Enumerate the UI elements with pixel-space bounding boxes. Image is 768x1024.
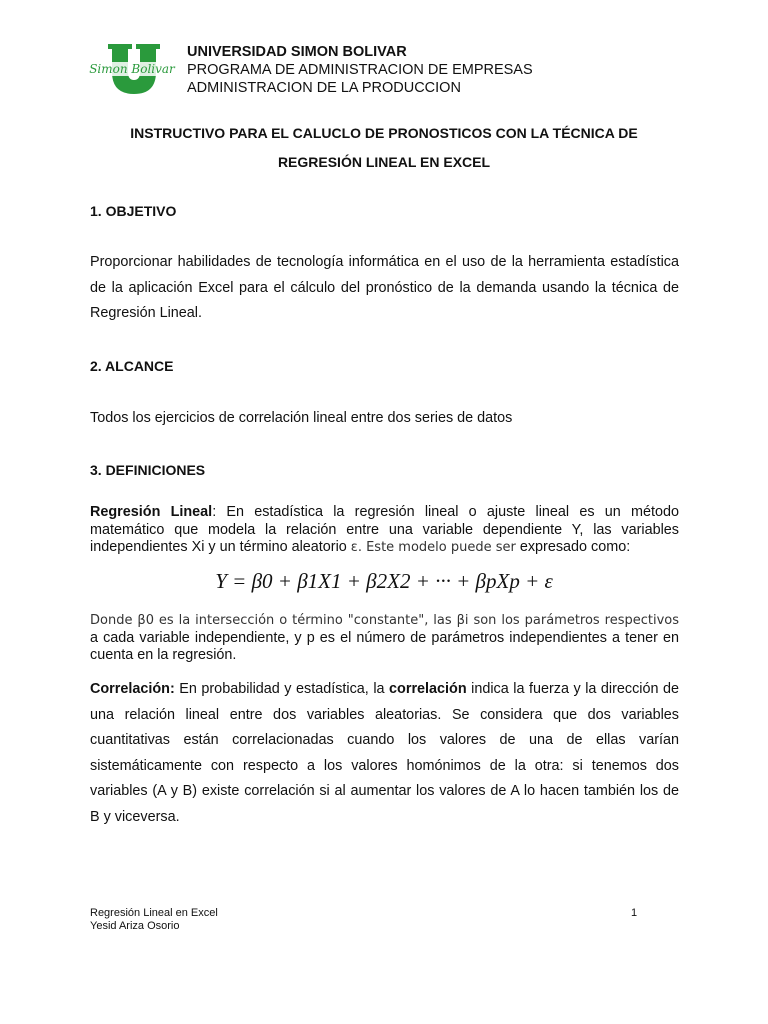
program-name: PROGRAMA DE ADMINISTRACION DE EMPRESAS <box>187 62 533 78</box>
regresion-text: : En estadística la regresión lineal o ajuste lineal es un método matemático que modela la relación entre una variable dependiente Y, las variables independientes Xi y un término aleatorio <box>90 504 679 555</box>
section-heading-alcance: 2. ALCANCE <box>90 358 174 374</box>
correlacion-text-2: indica la fuerza y la dirección de una relación lineal entre dos variables aleatorias. Se considera que dos variables cuantitativas están correlacionadas cuando los valores de una de ellas varían sistemáticamente con respecto a los valores homónimos de la otra: si tenemos dos variables (A y B) existe correlación si al aumentar los valores de A lo hacen también los de B y viceversa. <box>90 681 680 825</box>
regresion-tail: expresado como: <box>515 539 631 555</box>
title-line-2: REGRESIÓN LINEAL EN EXCEL <box>277 154 491 170</box>
regresion-term: Regresión Lineal <box>90 504 213 520</box>
alcance-paragraph: Todos los ejercicios de correlación lineal entre dos series de datos <box>90 410 513 426</box>
objetivo-paragraph: Proporcionar habilidades de tecnología informática en el uso de la herramienta estadística de la aplicación Excel para el cálculo del pronóstico de la demanda usando la técnica de Regresión Lineal. <box>90 254 679 322</box>
title-line-1: INSTRUCTIVO PARA EL CALUCLO DE PRONOSTICOS CON LA TÉCNICA DE <box>130 125 638 141</box>
course-name: ADMINISTRACION DE LA PRODUCCION <box>187 80 461 96</box>
footer-doc-title: Regresión Lineal en Excel <box>90 907 218 919</box>
page-number: 1 <box>631 907 638 919</box>
formula-text: Y = β0 + β1X1 + β2X2 + ··· + βpXp + ε <box>215 569 553 593</box>
footer-author: Yesid Ariza Osorio <box>90 919 180 932</box>
correlacion-paragraph <box>90 677 679 831</box>
logo-script-text: Simon Bolivar <box>89 62 175 76</box>
university-logo <box>88 42 176 98</box>
regresion-epsilon: ε. Este modelo puede ser <box>350 540 516 555</box>
regresion-paragraph <box>90 504 679 557</box>
correlacion-term: Correlación: <box>90 681 175 697</box>
donde-lead: Donde β0 es la intersección o término "constante", las βi son los parámetros respectivos <box>90 613 679 628</box>
donde-rest: a cada variable independiente, y p es el número de parámetros independientes a tener en cuenta en la regresión. <box>90 629 679 663</box>
document-header <box>187 43 533 97</box>
section-heading-definiciones: 3. DEFINICIONES <box>90 462 206 478</box>
page-footer <box>90 907 218 932</box>
correlacion-bold-word: correlación <box>389 681 467 697</box>
regression-formula <box>90 569 678 594</box>
donde-paragraph <box>90 612 679 665</box>
correlacion-text-1: En probabilidad y estadística, la <box>174 681 390 697</box>
section-heading-objetivo: 1. OBJETIVO <box>90 203 177 219</box>
university-name: UNIVERSIDAD SIMON BOLIVAR <box>187 44 407 60</box>
document-title <box>90 119 678 177</box>
